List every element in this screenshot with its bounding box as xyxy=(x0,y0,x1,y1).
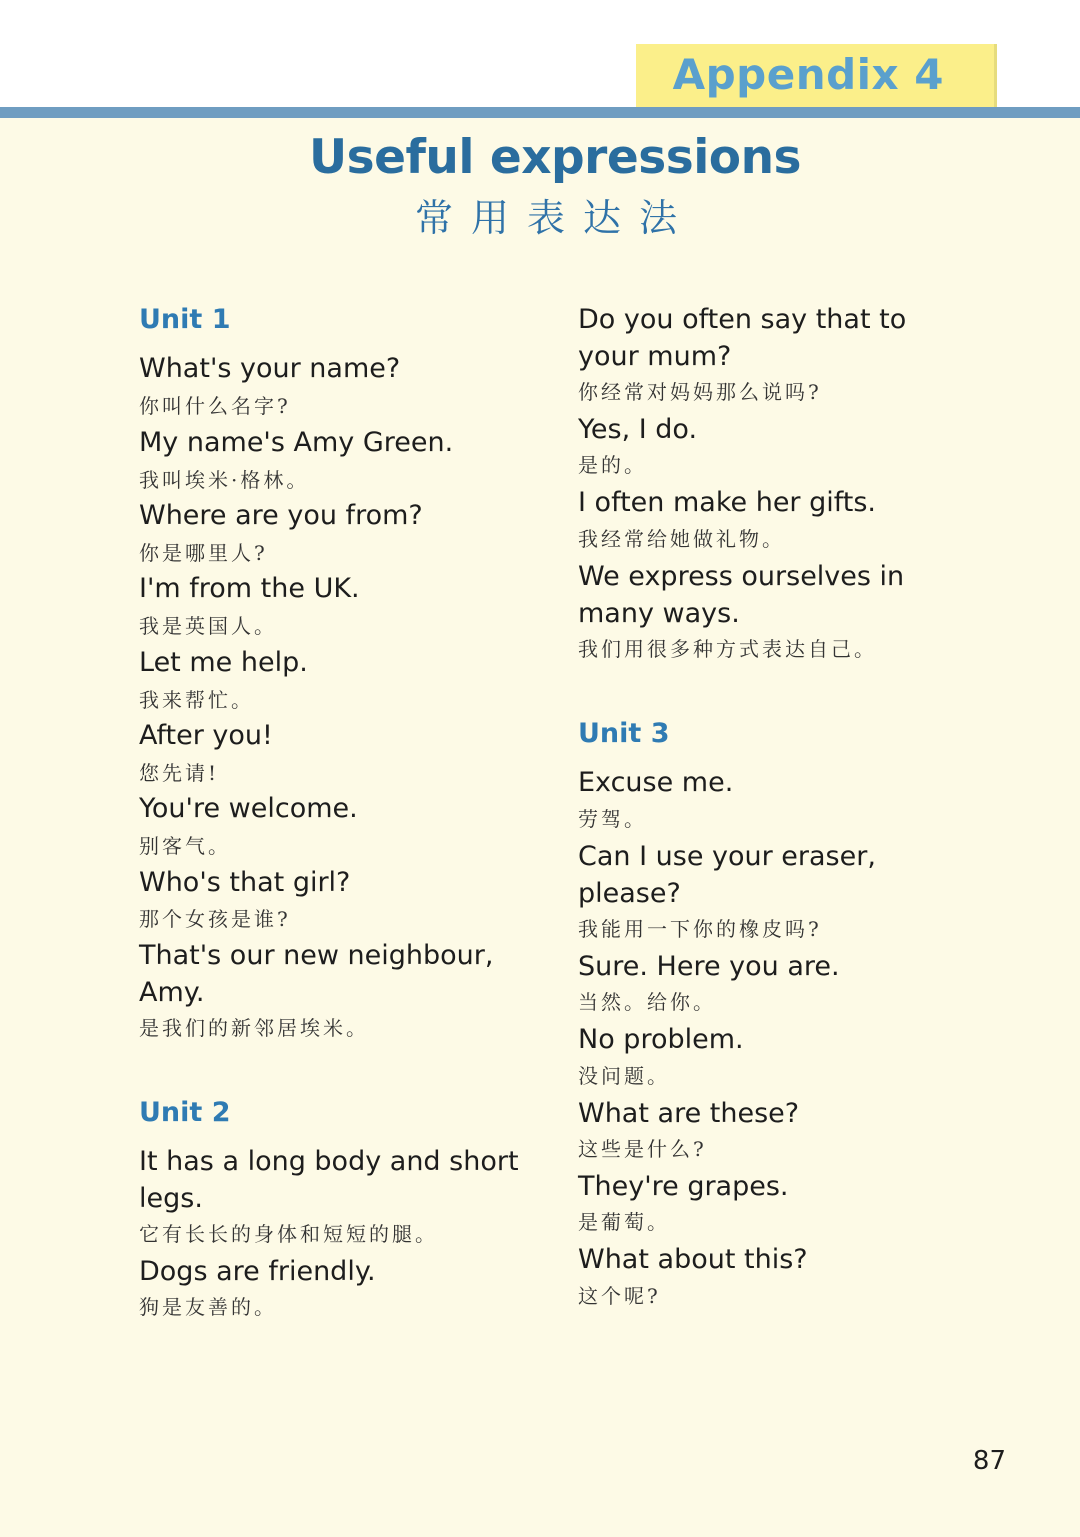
expression-en: Let me help. xyxy=(139,647,308,678)
header-rule xyxy=(0,107,1080,118)
unit-1-heading: Unit 1 xyxy=(139,304,231,335)
expression-en: many ways. xyxy=(578,598,740,629)
unit-3-heading: Unit 3 xyxy=(578,718,670,749)
expression-zh: 这个呢? xyxy=(578,1284,661,1308)
expression-zh: 是的。 xyxy=(578,453,647,477)
expression-en: It has a long body and short xyxy=(139,1146,519,1177)
expression-zh: 你叫什么名字? xyxy=(139,394,291,418)
expression-en: What are these? xyxy=(578,1098,800,1129)
expression-zh: 那个女孩是谁? xyxy=(139,907,291,931)
expression-en: Yes, I do. xyxy=(578,414,698,445)
expression-en: Who's that girl? xyxy=(139,867,351,898)
expression-zh: 狗是友善的。 xyxy=(139,1295,277,1319)
expression-en: Dogs are friendly. xyxy=(139,1256,376,1287)
expression-zh: 我是英国人。 xyxy=(139,614,277,638)
expression-en: What about this? xyxy=(578,1244,808,1275)
expression-en: They're grapes. xyxy=(578,1171,789,1202)
expression-zh: 我们用很多种方式表达自己。 xyxy=(578,637,877,661)
expression-zh: 当然。给你。 xyxy=(578,990,716,1014)
expression-zh: 没问题。 xyxy=(578,1064,670,1088)
expression-en: Excuse me. xyxy=(578,767,734,798)
expression-en: Amy. xyxy=(139,977,205,1008)
expression-en: Can I use your eraser, xyxy=(578,841,876,872)
expression-en: your mum? xyxy=(578,341,732,372)
expression-en: You're welcome. xyxy=(139,793,358,824)
expression-zh: 这些是什么? xyxy=(578,1137,707,1161)
page-subtitle-zh: 常用表达法 xyxy=(414,196,695,240)
page-title: Useful expressions xyxy=(308,130,802,185)
expression-zh: 是我们的新邻居埃米。 xyxy=(139,1016,369,1040)
expression-zh: 您先请! xyxy=(139,761,220,785)
expression-en: We express ourselves in xyxy=(578,561,905,592)
expression-zh: 你经常对妈妈那么说吗? xyxy=(578,380,822,404)
expression-en: I often make her gifts. xyxy=(578,487,877,518)
expression-en: Where are you from? xyxy=(139,500,423,531)
expression-en: legs. xyxy=(139,1183,203,1214)
expression-en: please? xyxy=(578,878,681,909)
expression-en: Do you often say that to xyxy=(578,304,907,335)
appendix-label: Appendix 4 xyxy=(672,50,944,99)
expression-en: After you! xyxy=(139,720,273,751)
expression-zh: 我经常给她做礼物。 xyxy=(578,527,785,551)
expression-zh: 我能用一下你的橡皮吗? xyxy=(578,917,822,941)
expression-zh: 劳驾。 xyxy=(578,807,647,831)
expression-zh: 我来帮忙。 xyxy=(139,688,254,712)
expression-zh: 我叫埃米·格林。 xyxy=(139,468,310,492)
expression-zh: 别客气。 xyxy=(139,834,231,858)
expression-en: I'm from the UK. xyxy=(139,573,360,604)
expression-zh: 你是哪里人? xyxy=(139,541,268,565)
unit-2-heading: Unit 2 xyxy=(139,1097,231,1128)
expression-zh: 它有长长的身体和短短的腿。 xyxy=(139,1222,438,1246)
expression-zh: 是葡萄。 xyxy=(578,1210,670,1234)
expression-en: No problem. xyxy=(578,1024,744,1055)
page-number: 87 xyxy=(972,1446,1006,1476)
expression-en: What's your name? xyxy=(139,353,401,384)
expression-en: Sure. Here you are. xyxy=(578,951,840,982)
expression-en: That's our new neighbour, xyxy=(139,940,494,971)
expression-en: My name's Amy Green. xyxy=(139,427,454,458)
